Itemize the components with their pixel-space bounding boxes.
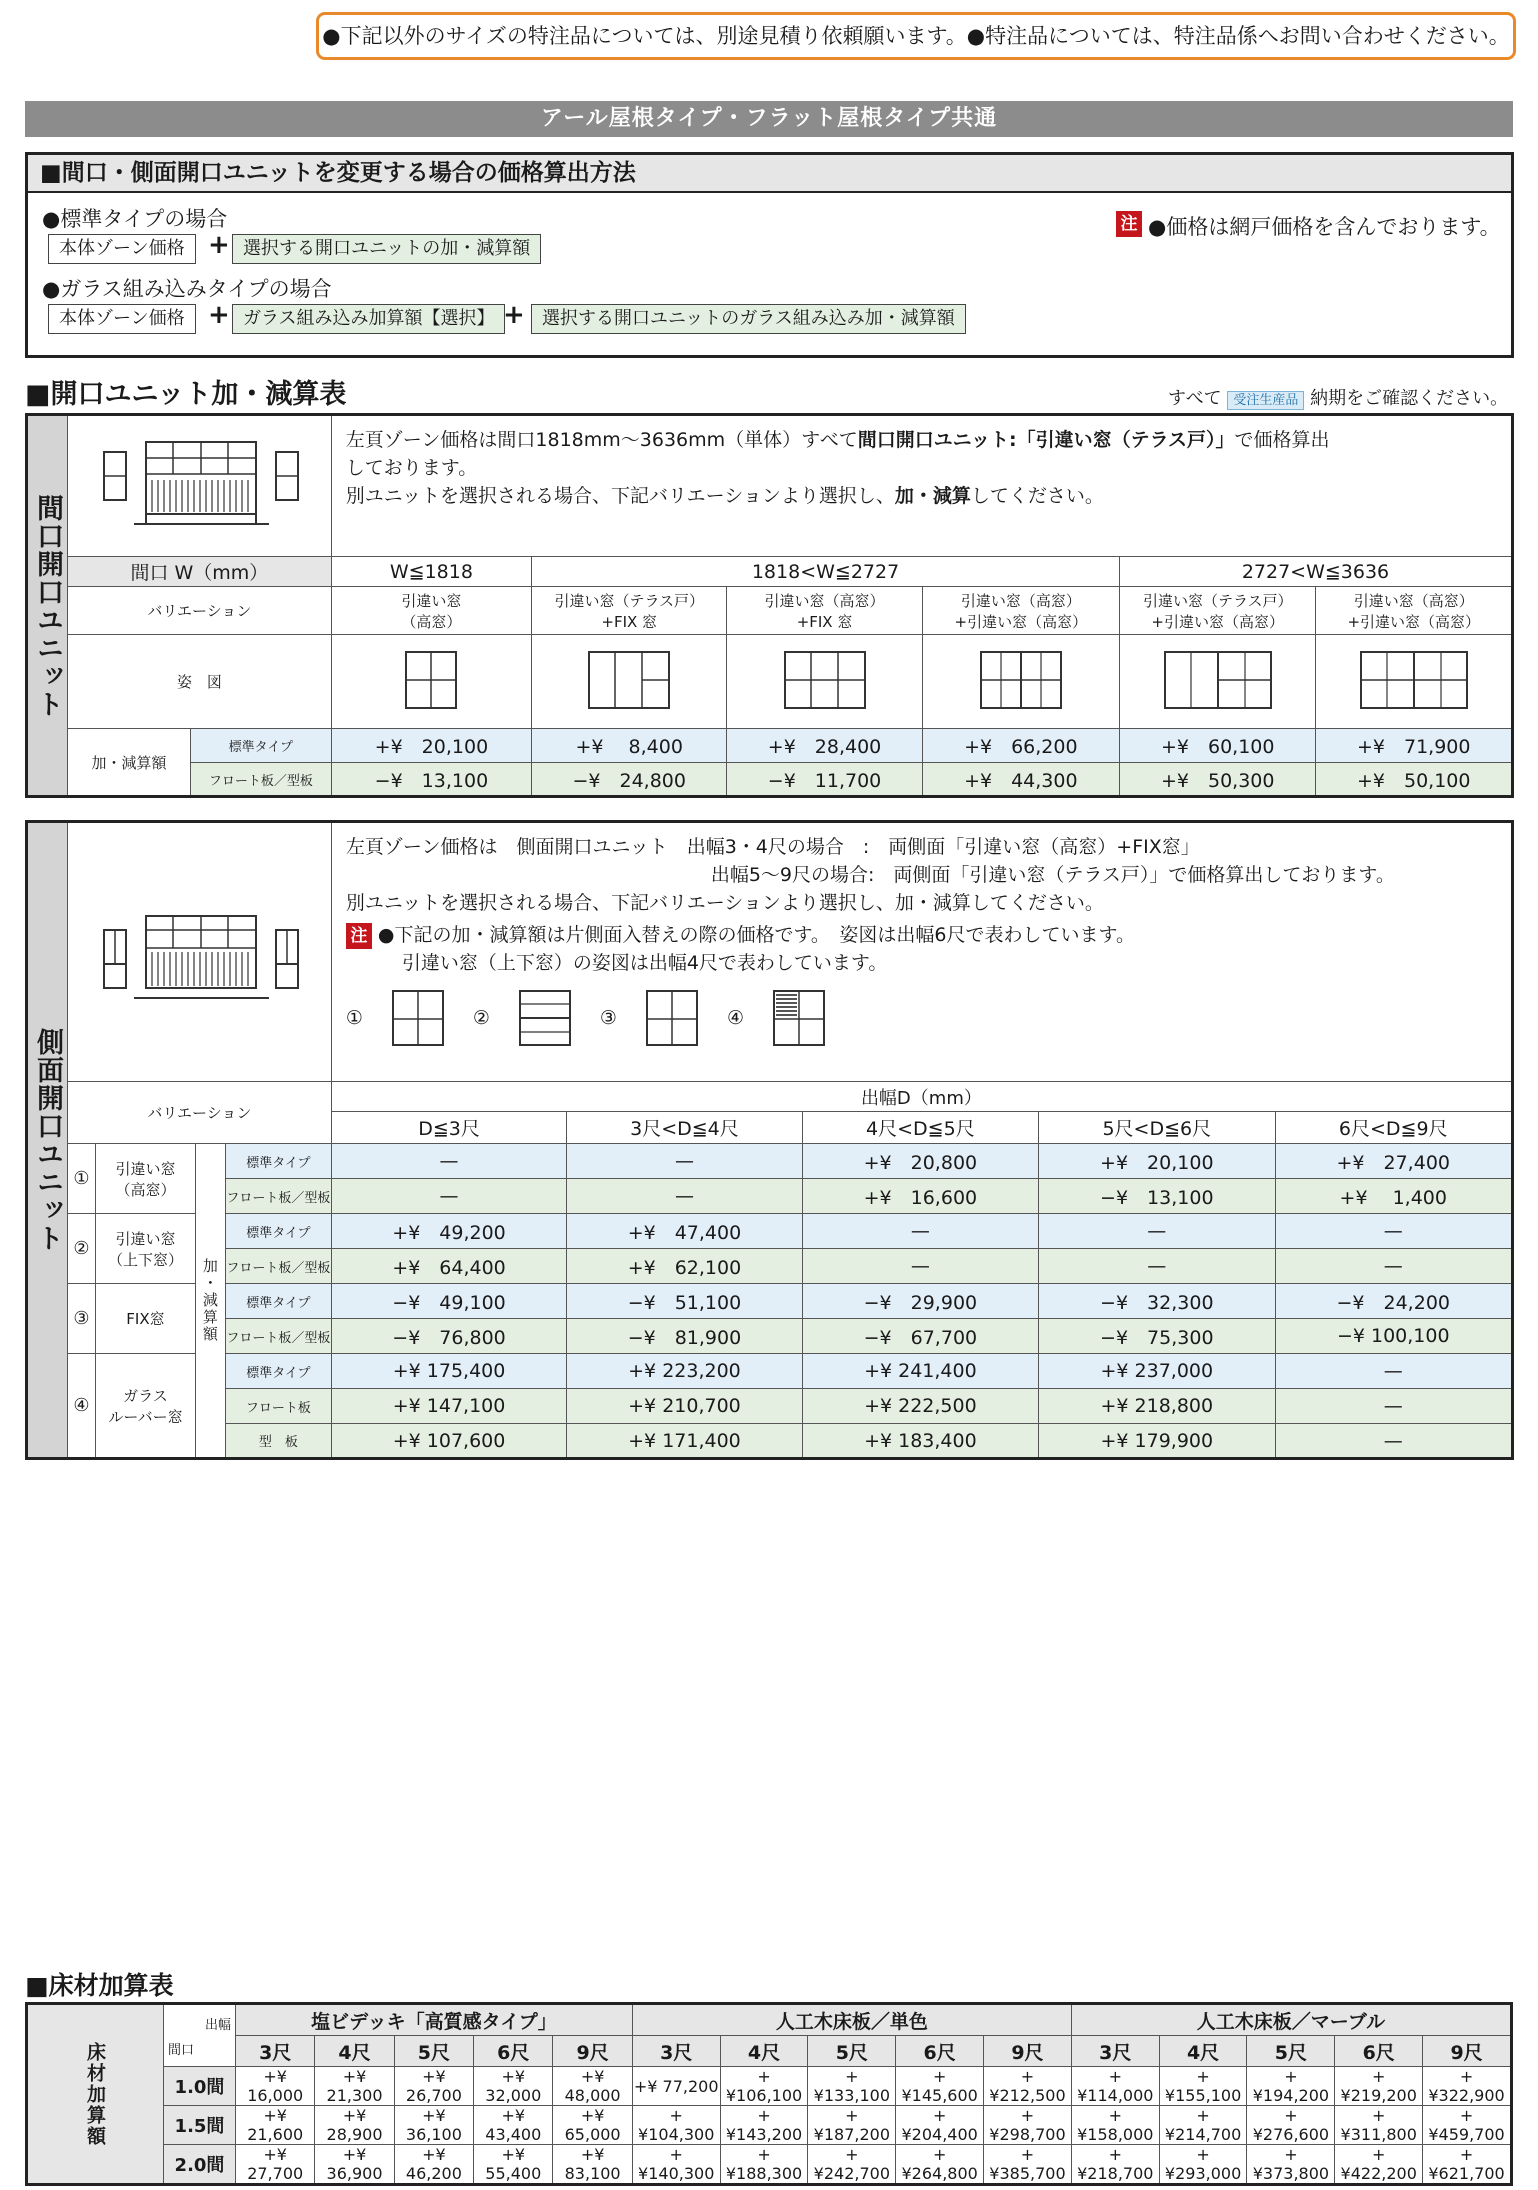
- price-cell: —: [1039, 1214, 1275, 1249]
- price-cell: −¥ 67,700: [802, 1319, 1038, 1354]
- size-header: 4尺: [315, 2036, 394, 2067]
- std-price: +¥ 28,400: [727, 729, 922, 763]
- floor-cell: +¥ 28,900: [315, 2106, 394, 2145]
- fig-num-2: ②: [472, 1007, 490, 1029]
- figure-5: [1119, 635, 1315, 729]
- size-header: 5尺: [1247, 2036, 1335, 2067]
- size-header: 5尺: [394, 2036, 473, 2067]
- floor-row-label: 1.5間: [164, 2106, 236, 2145]
- price-cell: +¥ 147,100: [331, 1389, 566, 1424]
- variation-6: 引違い窓（高窓） +引違い窓（高窓）: [1316, 587, 1513, 635]
- price-cell: −¥ 29,900: [802, 1284, 1038, 1319]
- row-type: 標準タイプ: [225, 1354, 331, 1389]
- price-cell: —: [1275, 1424, 1512, 1459]
- material-3: 人工木床板／マーブル: [1071, 2004, 1511, 2036]
- floor-cell: +¥ 83,100: [553, 2145, 632, 2185]
- figure-label: 姿 図: [68, 635, 332, 729]
- floor-table: [25, 2002, 1513, 2186]
- price-cell: −¥ 51,100: [567, 1284, 802, 1319]
- floor-row-label: 2.0間: [164, 2145, 236, 2185]
- floor-cell: +¥104,300: [632, 2106, 720, 2145]
- row-type: 標準タイプ: [225, 1144, 331, 1179]
- row-type: フロート板／型板: [225, 1179, 331, 1214]
- fig-num-4: ④: [726, 1007, 745, 1029]
- floor-cell: +¥ 43,400: [474, 2106, 553, 2145]
- floor-cell: +¥ 16,000: [236, 2067, 315, 2106]
- plus-sign: +: [208, 230, 230, 260]
- price-cell: +¥ 1,400: [1275, 1179, 1512, 1214]
- material-1: 塩ビデッキ「高質感タイプ」: [236, 2004, 633, 2036]
- frontage-unit-table: [25, 413, 1514, 798]
- floor-cell: +¥ 26,700: [394, 2067, 473, 2106]
- variation-5: 引違い窓（テラス戸） +引違い窓（高窓）: [1119, 587, 1315, 635]
- price-cell: +¥ 175,400: [331, 1354, 566, 1389]
- floor-cell: +¥242,700: [808, 2145, 896, 2185]
- floor-cell: +¥145,600: [896, 2067, 984, 2106]
- size-header: 6尺: [896, 2036, 984, 2067]
- price-cell: —: [802, 1249, 1038, 1284]
- group-4-num: ④: [68, 1354, 96, 1459]
- price-cell: +¥ 241,400: [802, 1354, 1038, 1389]
- price-cell: —: [1275, 1214, 1512, 1249]
- price-cell: −¥ 32,300: [1039, 1284, 1275, 1319]
- side-side-label: 側面開口ユニット: [27, 822, 68, 1459]
- floor-cell: +¥218,700: [1071, 2145, 1159, 2185]
- floor-cell: +¥133,100: [808, 2067, 896, 2106]
- frontage-description: 左頁ゾーン価格は間口1818mm～3636mm（単体）すべて間口開口ユニット:「引違い窓（テラス戸）」で価格算出 しております。 別ユニットを選択される場合、下記バリエーションより選択し、加・減算してください。: [331, 415, 1512, 557]
- note-mark: 注: [1116, 211, 1142, 237]
- floor-cell: +¥459,700: [1423, 2106, 1512, 2145]
- floor-cell: +¥264,800: [896, 2145, 984, 2185]
- width-range-2: 1818<W≦2727: [532, 557, 1120, 587]
- floor-cell: +¥373,800: [1247, 2145, 1335, 2185]
- size-header: 6尺: [1335, 2036, 1423, 2067]
- price-cell: +¥ 49,200: [331, 1214, 566, 1249]
- note-pre: すべて: [1168, 388, 1222, 409]
- width-range-3: 2727<W≦3636: [1119, 557, 1512, 587]
- floor-cell: +¥143,200: [720, 2106, 808, 2145]
- float-type-label: フロート板／型板: [190, 763, 331, 797]
- size-header: 4尺: [1159, 2036, 1247, 2067]
- figure-6: [1316, 635, 1513, 729]
- variation-2: 引違い窓（テラス戸） +FIX 窓: [532, 587, 727, 635]
- side-note-mark: 注: [346, 923, 372, 949]
- variation-4: 引違い窓（高窓） +引違い窓（高窓）: [922, 587, 1119, 635]
- price-cell: —: [802, 1214, 1038, 1249]
- row-type: 標準タイプ: [225, 1284, 331, 1319]
- depth-range-5: 6尺<D≦9尺: [1275, 1112, 1512, 1144]
- floor-side-label: 床材加算額: [27, 2004, 164, 2185]
- side-overview-figure: [68, 822, 332, 1082]
- made-to-order-badge: 受注生産品: [1227, 391, 1304, 410]
- carport-front-figure: [84, 424, 314, 544]
- standard-unit-adjust: 選択する開口ユニットの加・減算額: [232, 234, 541, 264]
- floor-cell: +¥ 65,000: [553, 2106, 632, 2145]
- side-figure-2: [518, 989, 572, 1047]
- row-type: フロート板／型板: [225, 1249, 331, 1284]
- floor-cell: +¥212,500: [984, 2067, 1072, 2106]
- price-cell: −¥ 75,300: [1039, 1319, 1275, 1354]
- glass-addition-select: ガラス組み込み加算額【選択】: [232, 304, 505, 334]
- floor-cell: +¥621,700: [1423, 2145, 1512, 2185]
- side-figure-1: [391, 989, 445, 1047]
- side-figure-4: [772, 989, 826, 1047]
- special-order-notice: ●下記以外のサイズの特注品については、別途見積り依頼願います。●特注品については、特注品係へお問い合わせください。: [316, 12, 1516, 60]
- float-price: +¥ 50,100: [1316, 763, 1513, 797]
- size-header: 9尺: [1423, 2036, 1512, 2067]
- std-price: +¥ 20,100: [331, 729, 531, 763]
- depth-range-1: D≦3尺: [331, 1112, 566, 1144]
- price-cell: +¥ 222,500: [802, 1389, 1038, 1424]
- float-price: +¥ 44,300: [922, 763, 1119, 797]
- side-note-line2: 引違い窓（上下窓）の姿図は出幅4尺で表わしています。: [401, 952, 888, 974]
- carport-side-figure: [84, 890, 314, 1010]
- price-label: 加・減算額: [68, 729, 191, 797]
- price-cell: —: [1039, 1249, 1275, 1284]
- side-variation-figures: [346, 989, 1497, 1047]
- price-cell: −¥ 13,100: [1039, 1179, 1275, 1214]
- price-cell: +¥ 64,400: [331, 1249, 566, 1284]
- price-cell: —: [331, 1144, 566, 1179]
- std-price: +¥ 71,900: [1316, 729, 1513, 763]
- price-cell: +¥ 20,800: [802, 1144, 1038, 1179]
- price-cell: —: [1275, 1354, 1512, 1389]
- variation-3: 引違い窓（高窓） +FIX 窓: [727, 587, 922, 635]
- price-cell: +¥ 107,600: [331, 1424, 566, 1459]
- frontage-overview-figure: [68, 415, 332, 557]
- side-desc-line2: 出幅5～9尺の場合: 両側面「引違い窓（テラス戸）」で価格算出しております。: [710, 864, 1395, 886]
- floor-cell: +¥ 21,300: [315, 2067, 394, 2106]
- frontage-side-label: 間口開口ユニット: [27, 415, 68, 797]
- width-label: 間口 W（mm）: [68, 557, 332, 587]
- price-cell: +¥ 171,400: [567, 1424, 802, 1459]
- price-cell: +¥ 16,600: [802, 1179, 1038, 1214]
- size-header: 3尺: [1071, 2036, 1159, 2067]
- size-header: 3尺: [632, 2036, 720, 2067]
- depth-range-4: 5尺<D≦6尺: [1039, 1112, 1275, 1144]
- price-cell: −¥ 24,200: [1275, 1284, 1512, 1319]
- floor-cell: +¥194,200: [1247, 2067, 1335, 2106]
- floor-cell: +¥311,800: [1335, 2106, 1423, 2145]
- floor-cell: +¥ 77,200: [632, 2067, 720, 2106]
- depth-range-3: 4尺<D≦5尺: [802, 1112, 1038, 1144]
- size-header: 4尺: [720, 2036, 808, 2067]
- floor-cell: +¥ 21,600: [236, 2106, 315, 2145]
- plus-sign: +: [208, 300, 230, 330]
- side-unit-table: [25, 820, 1514, 1460]
- price-cell: +¥ 62,100: [567, 1249, 802, 1284]
- price-cell: —: [331, 1179, 566, 1214]
- price-cell: —: [567, 1144, 802, 1179]
- floor-cell: +¥155,100: [1159, 2067, 1247, 2106]
- floor-table-title: ■床材加算表: [25, 1971, 174, 2000]
- group-1-num: ①: [68, 1144, 96, 1214]
- floor-cell: +¥ 48,000: [553, 2067, 632, 2106]
- floor-cell: +¥ 55,400: [474, 2145, 553, 2185]
- width-range-1: W≦1818: [331, 557, 531, 587]
- floor-cell: +¥106,100: [720, 2067, 808, 2106]
- row-type: 標準タイプ: [225, 1214, 331, 1249]
- price-cell: +¥ 47,400: [567, 1214, 802, 1249]
- side-desc-line3: 別ユニットを選択される場合、下記バリエーションより選択し、加・減算してください。: [345, 892, 1104, 914]
- figure-1: [331, 635, 531, 729]
- floor-cell: +¥385,700: [984, 2145, 1072, 2185]
- price-cell: —: [1275, 1249, 1512, 1284]
- material-2: 人工木床板／単色: [632, 2004, 1071, 2036]
- price-calc-title: ■間口・側面開口ユニットを変更する場合の価格算出方法: [28, 155, 1511, 193]
- price-calc-box: [25, 152, 1514, 358]
- floor-cell: +¥ 46,200: [394, 2145, 473, 2185]
- floor-cell: +¥293,000: [1159, 2145, 1247, 2185]
- depth-label: 出幅D（mm）: [331, 1082, 1512, 1112]
- floor-cell: +¥214,700: [1159, 2106, 1247, 2145]
- figure-2: [532, 635, 727, 729]
- group-3-num: ③: [68, 1284, 96, 1354]
- floor-row-label: 1.0間: [164, 2067, 236, 2106]
- float-price: +¥ 50,300: [1119, 763, 1315, 797]
- size-header: 9尺: [984, 2036, 1072, 2067]
- size-header: 3尺: [236, 2036, 315, 2067]
- figure-3: [727, 635, 922, 729]
- side-figure-3: [645, 989, 699, 1047]
- price-cell: +¥ 20,100: [1039, 1144, 1275, 1179]
- floor-cell: +¥158,000: [1071, 2106, 1159, 2145]
- floor-cell: +¥114,000: [1071, 2067, 1159, 2106]
- price-cell: +¥ 237,000: [1039, 1354, 1275, 1389]
- floor-cell: +¥322,900: [1423, 2067, 1512, 2106]
- floor-cell: +¥ 36,100: [394, 2106, 473, 2145]
- price-cell: +¥ 210,700: [567, 1389, 802, 1424]
- price-cell: +¥ 179,900: [1039, 1424, 1275, 1459]
- group-3-name: FIX窓: [95, 1284, 195, 1354]
- standard-type-label: ●標準タイプの場合: [42, 207, 228, 231]
- row-type: フロート板／型板: [225, 1319, 331, 1354]
- depth-range-2: 3尺<D≦4尺: [567, 1112, 802, 1144]
- row-type: 型 板: [225, 1424, 331, 1459]
- row-type: フロート板: [225, 1389, 331, 1424]
- float-price: −¥ 24,800: [532, 763, 727, 797]
- price-cell: +¥ 27,400: [1275, 1144, 1512, 1179]
- group-2-num: ②: [68, 1214, 96, 1284]
- price-cell: −¥ 76,800: [331, 1319, 566, 1354]
- price-cell: —: [1275, 1389, 1512, 1424]
- size-header: 6尺: [474, 2036, 553, 2067]
- variation-label: バリエーション: [68, 587, 332, 635]
- std-type-label: 標準タイプ: [190, 729, 331, 763]
- size-header: 9尺: [553, 2036, 632, 2067]
- price-cell: +¥ 183,400: [802, 1424, 1038, 1459]
- floor-corner: [164, 2004, 236, 2067]
- side-variation-label: バリエーション: [68, 1082, 332, 1144]
- price-cell: −¥ 100,100: [1275, 1319, 1512, 1354]
- glass-unit-adjust: 選択する開口ユニットのガラス組み込み加・減算額: [531, 304, 966, 334]
- group-4-name: ガラス ルーバー窓: [95, 1354, 195, 1459]
- group-2-name: 引違い窓 （上下窓）: [95, 1214, 195, 1284]
- floor-cell: +¥276,600: [1247, 2106, 1335, 2145]
- float-price: −¥ 13,100: [331, 763, 531, 797]
- floor-cell: +¥204,400: [896, 2106, 984, 2145]
- fig-num-3: ③: [599, 1007, 617, 1029]
- floor-cell: +¥219,200: [1335, 2067, 1423, 2106]
- floor-cell: +¥298,700: [984, 2106, 1072, 2145]
- floor-cell: +¥ 27,700: [236, 2145, 315, 2185]
- floor-cell: +¥422,200: [1335, 2145, 1423, 2185]
- floor-cell: +¥187,200: [808, 2106, 896, 2145]
- note-post: 納期をご確認ください。: [1310, 388, 1509, 409]
- float-price: −¥ 11,700: [727, 763, 922, 797]
- price-cell: −¥ 49,100: [331, 1284, 566, 1319]
- std-price: +¥ 66,200: [922, 729, 1119, 763]
- corner-depth: 出幅: [204, 2017, 231, 2033]
- side-description: [331, 822, 1512, 1082]
- std-price: +¥ 60,100: [1119, 729, 1315, 763]
- side-desc-line1: 左頁ゾーン価格は 側面開口ユニット 出幅3・4尺の場合 : 両側面「引違い窓（高窓）+FIX窓」: [345, 836, 1200, 858]
- price-cell: +¥ 218,800: [1039, 1389, 1275, 1424]
- corner-width: 間口: [168, 2042, 195, 2058]
- floor-cell: +¥188,300: [720, 2145, 808, 2185]
- side-price-label: 加・減算額: [195, 1144, 225, 1459]
- price-cell: −¥ 81,900: [567, 1319, 802, 1354]
- glass-type-label: ●ガラス組み込みタイプの場合: [42, 277, 332, 301]
- std-price: +¥ 8,400: [532, 729, 727, 763]
- price-cell: —: [567, 1179, 802, 1214]
- unit-table-title: ■開口ユニット加・減算表: [25, 379, 347, 410]
- side-note-line1: ●下記の加・減算額は片側面入替えの際の価格です。 姿図は出幅6尺で表わしています。: [377, 924, 1136, 946]
- fig-num-1: ①: [345, 1007, 363, 1029]
- group-1-name: 引違い窓 （高窓）: [95, 1144, 195, 1214]
- plus-sign: +: [503, 300, 525, 330]
- floor-cell: +¥ 36,900: [315, 2145, 394, 2185]
- common-type-banner: アール屋根タイプ・フラット屋根タイプ共通: [25, 101, 1513, 137]
- standard-body-zone-price: 本体ゾーン価格: [48, 234, 196, 264]
- floor-cell: +¥140,300: [632, 2145, 720, 2185]
- screen-included-note: ●価格は網戸価格を含んでおります。: [1148, 215, 1501, 239]
- variation-1: 引違い窓 （高窓）: [331, 587, 531, 635]
- glass-body-zone-price: 本体ゾーン価格: [48, 304, 196, 334]
- made-to-order-note: [1168, 384, 1508, 410]
- figure-4: [922, 635, 1119, 729]
- size-header: 5尺: [808, 2036, 896, 2067]
- price-cell: +¥ 223,200: [567, 1354, 802, 1389]
- floor-cell: +¥ 32,000: [474, 2067, 553, 2106]
